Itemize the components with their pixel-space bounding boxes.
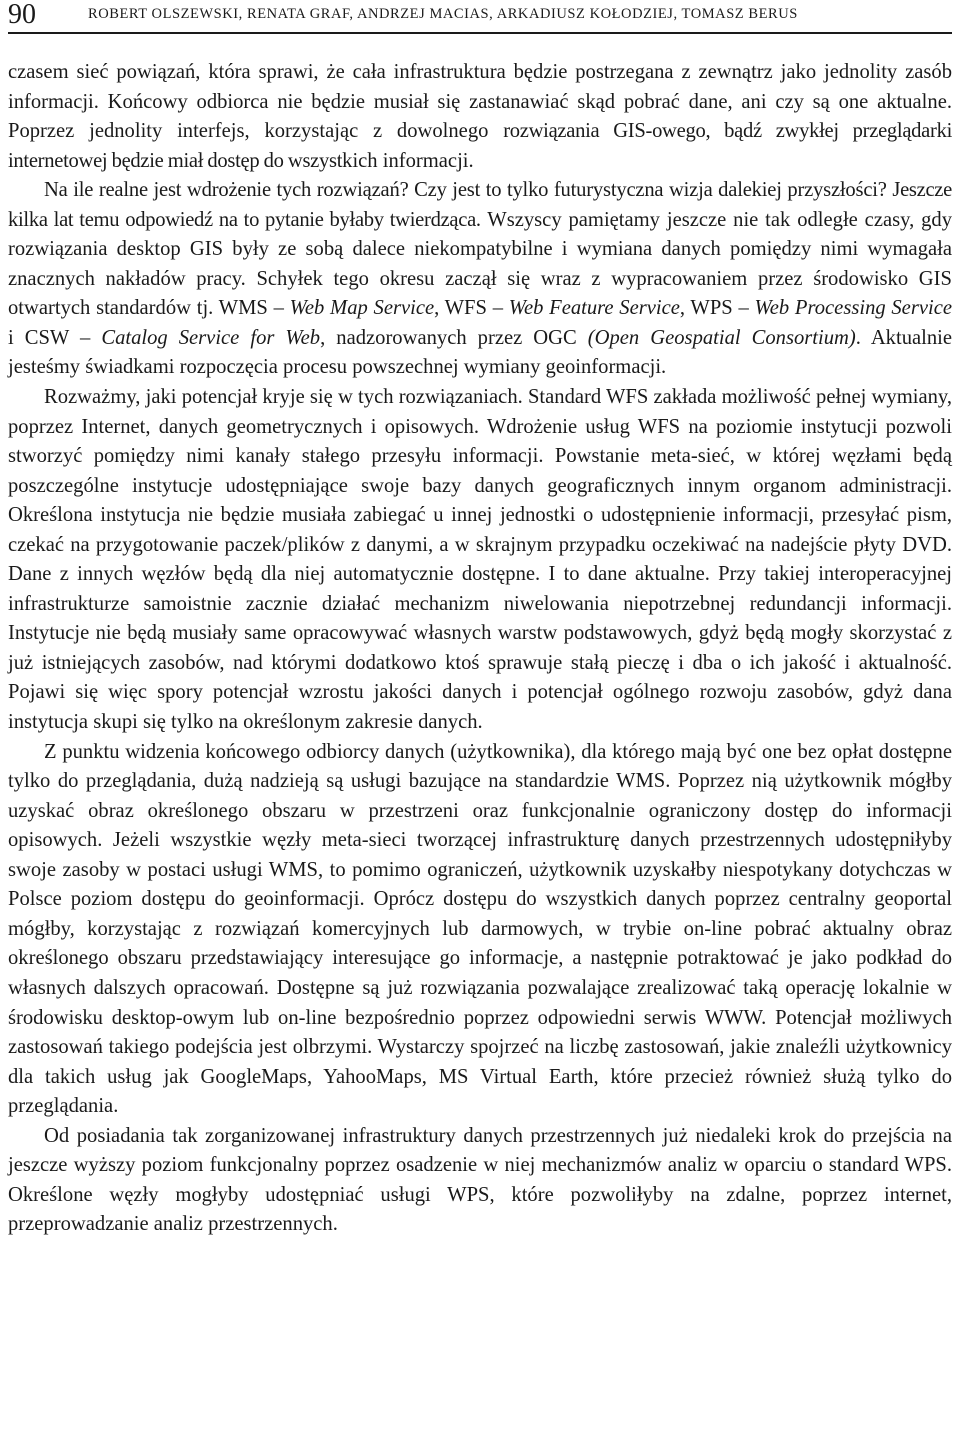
paragraph-2-part-b: Jeszcze kilka lat temu odpowiedź na to pytanie byłaby twierdząca.	[8, 179, 952, 231]
page-number: 90	[8, 0, 36, 30]
paragraph-3: Rozważmy, jaki potencjał kryje się w tych rozwiązaniach. Standard WFS zakłada możliwość pełnej wymiany, poprzez Internet, danych geometrycznych i opisowych. Wdrożenie usług WFS na poziomie instytucji pozwoli stworzyć pomiędzy nimi kanały stałego przesyłu informacji. Powstanie meta-sieć, w której węzłami będą poszczególne instytucje udostępniające swoje bazy danych geograficznych innym organom administracji. Określona instytucja nie będzie musiała zabiegać u innej jednostki o udostępnienie informacji, przesyłać pism, czekać na przygotowanie paczek/plików z danymi, a w skrajnym przypadku oczekiwać na nadejście płyty DVD. Dane z innych węzłów będą dla niej automatycznie dostępne. I to dane aktualne. Przy takiej interoperacyjnej infrastrukturze samoistnie zacznie działać mechanizm niwelowania niepotrzebnej redundancji informacji. Instytucje nie będą musiały same opracowywać własnych warstw podstawowych, gdyż będą mogły skorzystać z już istniejących zasobów, nad którymi dodatkowo ktoś sprawuje stałą pieczę i dba o ich jakość i aktualność. Pojawi się więc spory potencjał wzrostu jakości danych i potencjał ogólnego rozwoju zasobów, gdyż dana instytucja skupi się tylko na określonym zakresie danych.	[8, 386, 952, 734]
wms-term: Web Map Service	[289, 297, 435, 320]
article-body	[8, 58, 952, 1240]
paragraph-2-part-g: , nadzorowanych przez OGC	[320, 326, 588, 349]
paragraph-2	[8, 176, 952, 383]
paragraph-2-part-c: Wszyscy pamiętamy jeszcze nie tak odległe czasy, gdy rozwiązania desktop GIS były ze sobą dalece niekompatybilne i wymiana danych pomiędzy nimi wymagała znacznych nakładów pracy. Schyłek tego okresu zaczął się wraz z wypracowaniem przez środowisko GIS otwartych standardów tj. WMS –	[8, 208, 952, 320]
header-rule	[8, 32, 952, 34]
paragraph-2-part-h: . Aktualnie jesteśmy świadkami rozpoczęcia procesu powszechnej wymiany geoinformacji.	[8, 326, 953, 379]
csw-term: Catalog Service for Web	[101, 326, 321, 349]
paragraph-2-part-e: , WPS –	[679, 297, 755, 320]
wfs-term: Web Feature Service	[508, 297, 680, 320]
page-header	[8, 0, 952, 30]
paragraph-4: Z punktu widzenia końcowego odbiorcy danych (użytkownika), dla którego mają być one bez opłat dostępne tylko do przeglądania, dużą nadzieją są usługi bazujące na standardzie WMS. Poprzez nią użytkownik mógłby uzyskać obraz określonego obszaru w przestrzeni oraz funkcjonalnie ograniczony dostęp do informacji opisowych. Jeżeli wszystkie węzły meta-sieci tworzącej infrastrukturę danych przestrzennych udostępniłyby swoje zasoby w postaci usługi WMS, to pomimo ograniczeń, użytkownik uzyskałby niespotykany dotychczas w Polsce poziom dostępu do geoinformacji. Oprócz dostępu do wszystkich danych poprzez centralny geoportal mógłby, korzystając z rozwiązań komercyjnych lub darmowych, w trybie on-line pobrać aktualny obraz określonego obszaru przedstawiający interesujące go informacje, a następnie potraktować je jako podkład do własnych dalszych opracowań. Dostępne są już rozwiązania pozwalające zrealizować taką operację lokalnie w środowisku desktop-owym lub on-line bezpośrednio poprzez odpowiedni serwis WWW. Potencjał możliwych zastosowań takiego podejścia jest olbrzymi. Wystarczy spojrzeć na liczbę zastosowań, jakie znaleźli użytkownicy dla takich usług jak GoogleMaps, YahooMaps, MS Virtual Earth, które przecież również służą tylko do przeglądania.	[8, 740, 952, 1118]
paragraph-5: Od posiadania tak zorganizowanej infrastruktury danych przestrzennych już niedaleki krok do przejścia na jeszcze wyższy poziom funkcjonalny poprzez osadzenie w niej mechanizmów analiz w oparciu o standard WPS. Określone węzły mogłyby udostępniać usługi WPS, które pozwoliłyby na zdalne, poprzez internet, przeprowadzanie analiz przestrzennych.	[8, 1124, 952, 1236]
ogc-term: (Open Geospatial Consortium)	[587, 326, 856, 349]
paragraph-1-part-b: rozwiązania GIS-owego, bądź zwykłej przeglądarki internetowej będzie miał dostęp do wszyst	[8, 120, 952, 172]
paragraph-2-part-a: Na ile realne jest wdrożenie tych rozwiązań? Czy jest to tylko futurystyczna wizja dalekiej przyszłości?	[44, 179, 893, 202]
paragraph-1-part-c: kich informacji.	[342, 149, 474, 172]
paragraph-1	[8, 58, 952, 176]
wps-term: Web Processing Service	[754, 297, 952, 320]
paragraph-1-part-a: czasem sieć powiązań, która sprawi, że cała infrastruktura będzie postrzegana z zewnątrz jako jednolity zasób informacji. Końcowy odbiorca nie będzie musiał się zastanawiać skąd pobrać dane, ani czy są one aktualne. Poprzez jednolity interfejs, korzystając z dowolnego	[8, 61, 952, 143]
paragraph-2-part-f: i CSW –	[8, 326, 102, 349]
paragraph-2-part-d: , WFS –	[434, 297, 509, 320]
running-head-authors: ROBERT OLSZEWSKI, RENATA GRAF, ANDRZEJ MACIAS, ARKADIUSZ KOŁODZIEJ, TOMASZ BERUS	[88, 6, 798, 22]
